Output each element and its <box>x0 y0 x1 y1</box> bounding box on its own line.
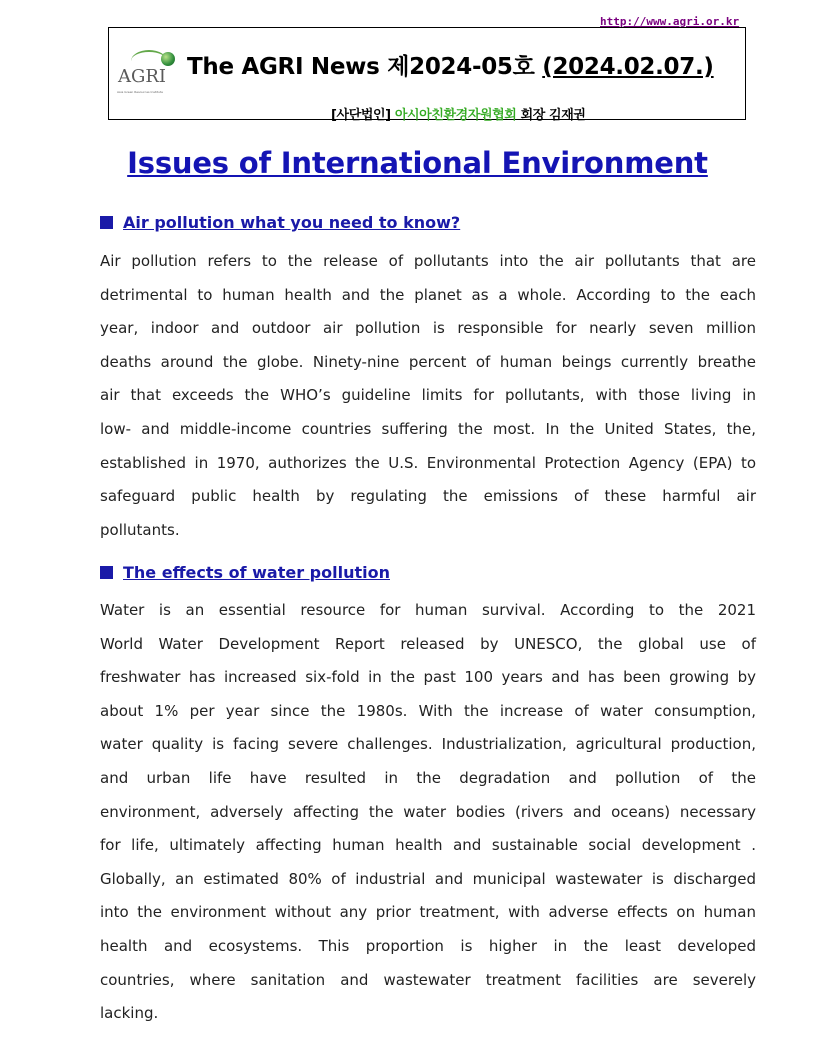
paragraph-line: year, indoor and outdoor air pollution is responsible for nearly seven million <box>100 319 756 338</box>
square-bullet-icon <box>100 216 113 229</box>
paragraph-line: pollutants. <box>100 520 180 539</box>
paragraph-line: into the environment without any prior treatment, with adverse effects on human <box>100 903 756 922</box>
logo-subtext: Asia Green Resources Institute <box>117 90 164 94</box>
paragraph-line: established in 1970, authorizes the U.S. Environmental Protection Agency (EPA) to <box>100 453 756 472</box>
website-url[interactable]: http://www.agri.or.kr <box>600 15 740 28</box>
paragraph-line: Water is an essential resource for human survival. According to the 2021 <box>100 601 756 619</box>
newsletter-title <box>187 48 714 81</box>
paragraph-line: low- and middle-income countries suffering the most. In the United States, the, <box>100 419 756 438</box>
square-bullet-icon <box>100 566 113 579</box>
president-name: 회장 김재권 <box>520 108 586 123</box>
air-pollution-paragraph <box>100 245 756 547</box>
paragraph-line: for life, ultimately affecting human health and sustainable social development . <box>100 836 756 855</box>
globe-icon <box>161 52 175 66</box>
page-title: Issues of International Environment <box>127 146 708 180</box>
paragraph-line: health and ecosystems. This proportion is higher in the least developed <box>100 936 756 955</box>
paragraph-line: deaths around the globe. Ninety-nine percent of human beings currently breathe <box>100 352 756 371</box>
paragraph-line: Air pollution refers to the release of pollutants into the air pollutants that are <box>100 252 756 270</box>
paragraph-line: air that exceeds the WHO’s guideline limits for pollutants, with those living in <box>100 386 756 405</box>
org-prefix: [사단법인] <box>331 108 391 123</box>
paragraph-line: environment, adversely affecting the water bodies (rivers and oceans) necessary <box>100 802 756 821</box>
paragraph-line: safeguard public health by regulating the emissions of these harmful air <box>100 487 756 506</box>
organization-name: 아시아친환경자원협회 <box>394 108 517 123</box>
paragraph-line: about 1% per year since the 1980s. With the increase of water consumption, <box>100 701 756 720</box>
agri-logo <box>117 48 175 96</box>
paragraph-line: freshwater has increased six-fold in the past 100 years and has been growing by <box>100 668 756 687</box>
paragraph-line: detrimental to human health and the planet as a whole. According to the each <box>100 285 756 304</box>
section-heading-air-pollution <box>100 213 460 232</box>
paragraph-line: Globally, an estimated 80% of industrial and municipal wastewater is discharged <box>100 869 756 888</box>
paragraph-line: and urban life have resulted in the degradation and pollution of the <box>100 768 756 787</box>
paragraph-line: World Water Development Report released by UNESCO, the global use of <box>100 634 756 653</box>
organization-line <box>331 104 586 123</box>
paragraph-line: countries, where sanitation and wastewater treatment facilities are severely <box>100 970 756 989</box>
issue-number: The AGRI News 제2024-05호 <box>187 54 535 80</box>
logo-wordmark: AGRI <box>117 66 167 87</box>
newsletter-header <box>108 27 746 123</box>
water-pollution-paragraph <box>100 594 756 1031</box>
paragraph-line: lacking. <box>100 1004 159 1023</box>
section-heading-text: The effects of water pollution <box>123 563 390 582</box>
section-heading-water-pollution <box>100 563 390 582</box>
section-heading-text: Air pollution what you need to know? <box>123 213 461 232</box>
issue-date: (2024.02.07.) <box>542 54 714 80</box>
paragraph-line: water quality is facing severe challenges. Industrialization, agricultural production, <box>100 735 756 754</box>
